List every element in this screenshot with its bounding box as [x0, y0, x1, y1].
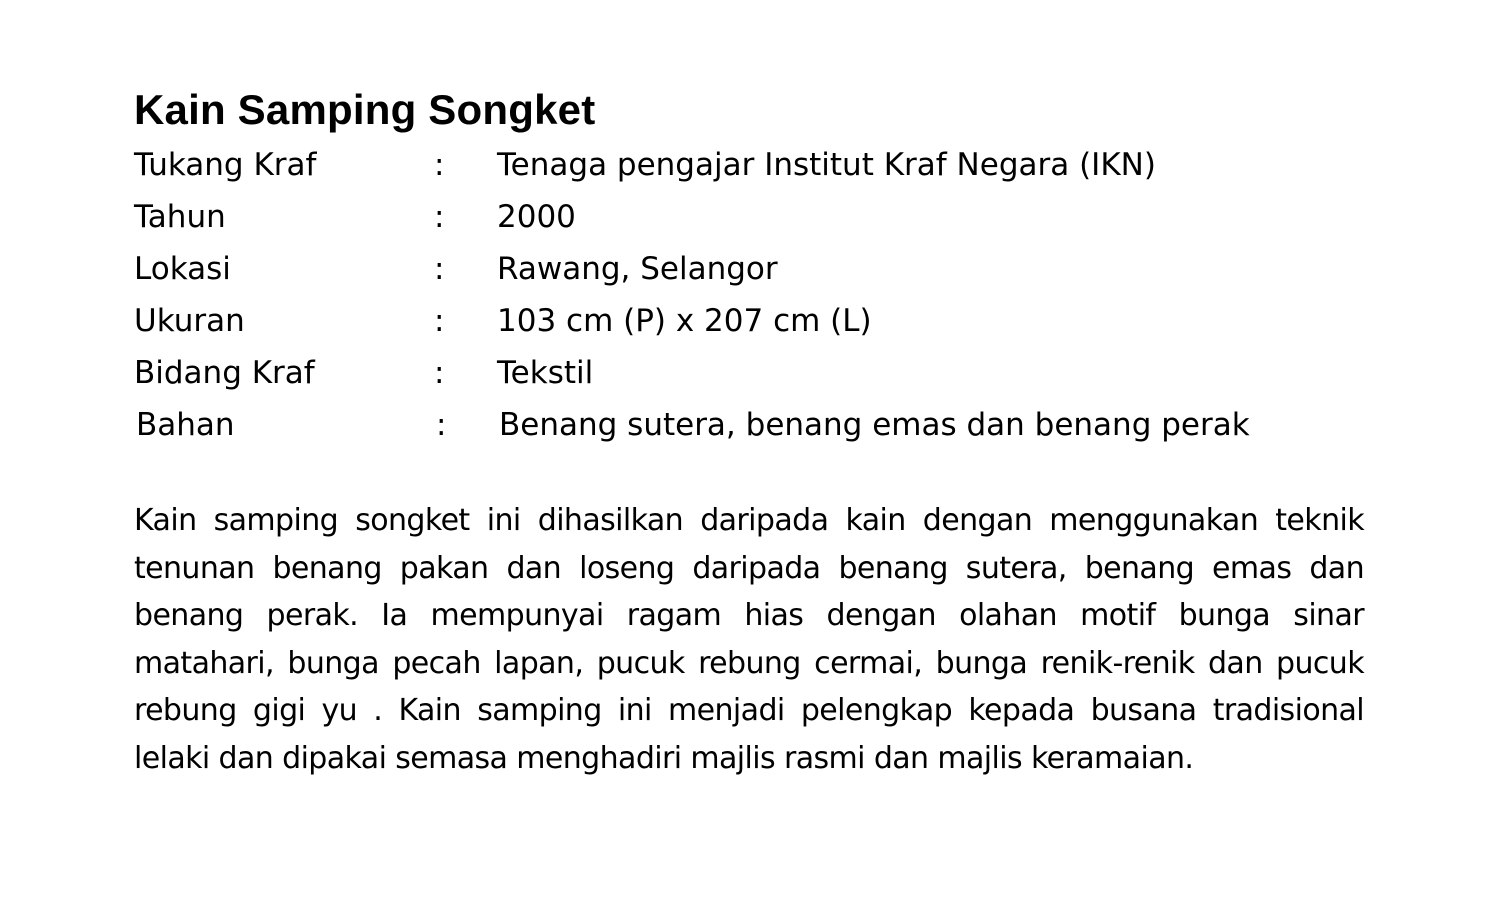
detail-separator: : [436, 407, 447, 443]
detail-row-tukang-kraf [134, 139, 1364, 191]
detail-value: Tenaga pengajar Institut Kraf Negara (IKN) [497, 147, 1156, 183]
detail-row-bahan [134, 399, 1364, 451]
detail-separator: : [434, 147, 445, 183]
detail-value: Rawang, Selangor [497, 251, 778, 287]
detail-value: 103 cm (P) x 207 cm (L) [497, 303, 872, 339]
description-paragraph: Kain samping songket ini dihasilkan daripada kain dengan menggunakan teknik tenunan benang pakan dan loseng daripada benang sutera, benang emas dan benang perak. Ia mempunyai ragam hias dengan olahan motif bunga sinar matahari, bunga pecah lapan, pucuk rebung cermai, bunga renik-renik dan pucuk rebung gigi yu . Kain samping ini menjadi pelengkap kepada busana tradisional lelaki dan dipakai semasa menghadiri majlis rasmi dan majlis keramaian. [134, 503, 1364, 776]
detail-row-tahun [134, 191, 1364, 243]
detail-label: Ukuran [134, 303, 245, 339]
detail-label: Tukang Kraf [134, 147, 317, 183]
detail-value: 2000 [497, 199, 576, 235]
detail-separator: : [434, 251, 445, 287]
document-title: Kain Samping Songket [134, 86, 596, 133]
detail-label: Lokasi [134, 251, 231, 287]
details-list [134, 139, 1364, 451]
detail-label: Bahan [136, 407, 235, 443]
detail-label: Bidang Kraf [134, 355, 315, 391]
detail-row-lokasi [134, 243, 1364, 295]
detail-separator: : [434, 199, 445, 235]
detail-label: Tahun [134, 199, 226, 235]
detail-separator: : [434, 303, 445, 339]
detail-row-bidang-kraf [134, 347, 1364, 399]
detail-value: Benang sutera, benang emas dan benang perak [499, 407, 1250, 443]
document-page [134, 84, 1364, 812]
detail-row-ukuran [134, 295, 1364, 347]
detail-separator: : [434, 355, 445, 391]
detail-value: Tekstil [497, 355, 594, 391]
